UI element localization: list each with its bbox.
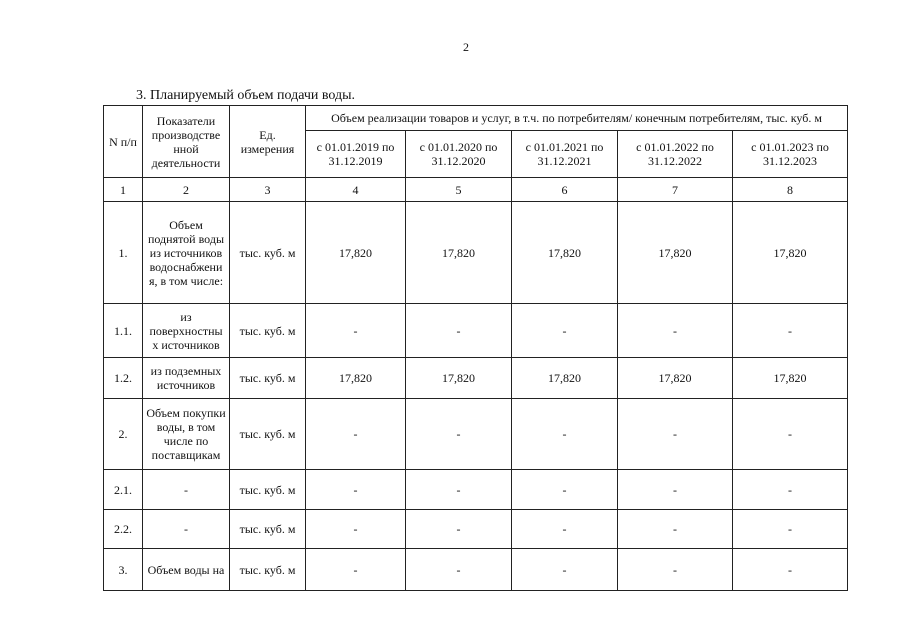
row-num: 1. (104, 202, 143, 304)
row-value: 17,820 (306, 202, 406, 304)
row-value: - (512, 399, 618, 470)
period-2021: с 01.01.2021 по 31.12.2021 (512, 131, 618, 178)
row-value: - (733, 510, 848, 549)
row-indicator: Объем поднятой воды из источников водоснабжени я, в том числе: (143, 202, 230, 304)
row-unit: тыс. куб. м (230, 358, 306, 399)
col-number: 3 (230, 178, 306, 202)
row-value: 17,820 (512, 358, 618, 399)
row-value: - (618, 399, 733, 470)
col-number: 2 (143, 178, 230, 202)
row-value: - (406, 399, 512, 470)
row-value: - (618, 470, 733, 510)
header-row (104, 106, 848, 131)
row-value: 17,820 (406, 202, 512, 304)
row-value: - (306, 510, 406, 549)
row-value: 17,820 (733, 202, 848, 304)
row-value: - (406, 304, 512, 358)
header-unit: Ед. измерения (230, 106, 306, 178)
row-num: 1.2. (104, 358, 143, 399)
col-number: 6 (512, 178, 618, 202)
row-num: 3. (104, 549, 143, 591)
table-row (104, 399, 848, 470)
row-value: - (733, 304, 848, 358)
row-value: 17,820 (733, 358, 848, 399)
table-row (104, 202, 848, 304)
table-row (104, 549, 848, 591)
row-value: - (512, 510, 618, 549)
row-value: - (733, 399, 848, 470)
col-number: 4 (306, 178, 406, 202)
column-numbers-row (104, 178, 848, 202)
row-unit: тыс. куб. м (230, 202, 306, 304)
period-2019: с 01.01.2019 по 31.12.2019 (306, 131, 406, 178)
row-value: - (406, 549, 512, 591)
row-value: - (306, 399, 406, 470)
row-unit: тыс. куб. м (230, 399, 306, 470)
row-value: - (512, 470, 618, 510)
row-value: 17,820 (618, 358, 733, 399)
table-row (104, 358, 848, 399)
row-indicator: из поверхностны х источников (143, 304, 230, 358)
section-title: 3. Планируемый объем подачи воды. (136, 88, 356, 103)
row-value: - (733, 549, 848, 591)
row-value: - (618, 510, 733, 549)
row-indicator: Объем воды на (143, 549, 230, 591)
row-num: 2. (104, 399, 143, 470)
row-value: 17,820 (618, 202, 733, 304)
row-unit: тыс. куб. м (230, 470, 306, 510)
water-supply-table (103, 105, 848, 591)
col-number: 5 (406, 178, 512, 202)
header-num: N п/п (104, 106, 143, 178)
row-value: - (733, 470, 848, 510)
row-num: 1.1. (104, 304, 143, 358)
row-value: - (306, 549, 406, 591)
col-number: 1 (104, 178, 143, 202)
col-number: 8 (733, 178, 848, 202)
row-indicator: - (143, 470, 230, 510)
header-indicator: Показатели производстве нной деятельности (143, 106, 230, 178)
row-unit: тыс. куб. м (230, 549, 306, 591)
row-num: 2.2. (104, 510, 143, 549)
period-2023: с 01.01.2023 по 31.12.2023 (733, 131, 848, 178)
row-value: - (618, 549, 733, 591)
row-indicator: - (143, 510, 230, 549)
period-2020: с 01.01.2020 по 31.12.2020 (406, 131, 512, 178)
header-group-title: Объем реализации товаров и услуг, в т.ч. по потребителям/ конечным потребителям, тыс. куб. м (306, 106, 848, 131)
row-value: - (306, 470, 406, 510)
table-row (104, 470, 848, 510)
table-row (104, 304, 848, 358)
row-value: - (406, 510, 512, 549)
row-num: 2.1. (104, 470, 143, 510)
row-value: - (406, 470, 512, 510)
period-2022: с 01.01.2022 по 31.12.2022 (618, 131, 733, 178)
row-value: 17,820 (306, 358, 406, 399)
row-unit: тыс. куб. м (230, 510, 306, 549)
row-value: 17,820 (512, 202, 618, 304)
row-value: 17,820 (406, 358, 512, 399)
page-number: 2 (463, 40, 469, 54)
row-value: - (512, 304, 618, 358)
table-row (104, 510, 848, 549)
row-value: - (512, 549, 618, 591)
col-number: 7 (618, 178, 733, 202)
row-value: - (306, 304, 406, 358)
row-indicator: Объем покупки воды, в том числе по поставщикам (143, 399, 230, 470)
row-unit: тыс. куб. м (230, 304, 306, 358)
row-value: - (618, 304, 733, 358)
row-indicator: из подземных источников (143, 358, 230, 399)
